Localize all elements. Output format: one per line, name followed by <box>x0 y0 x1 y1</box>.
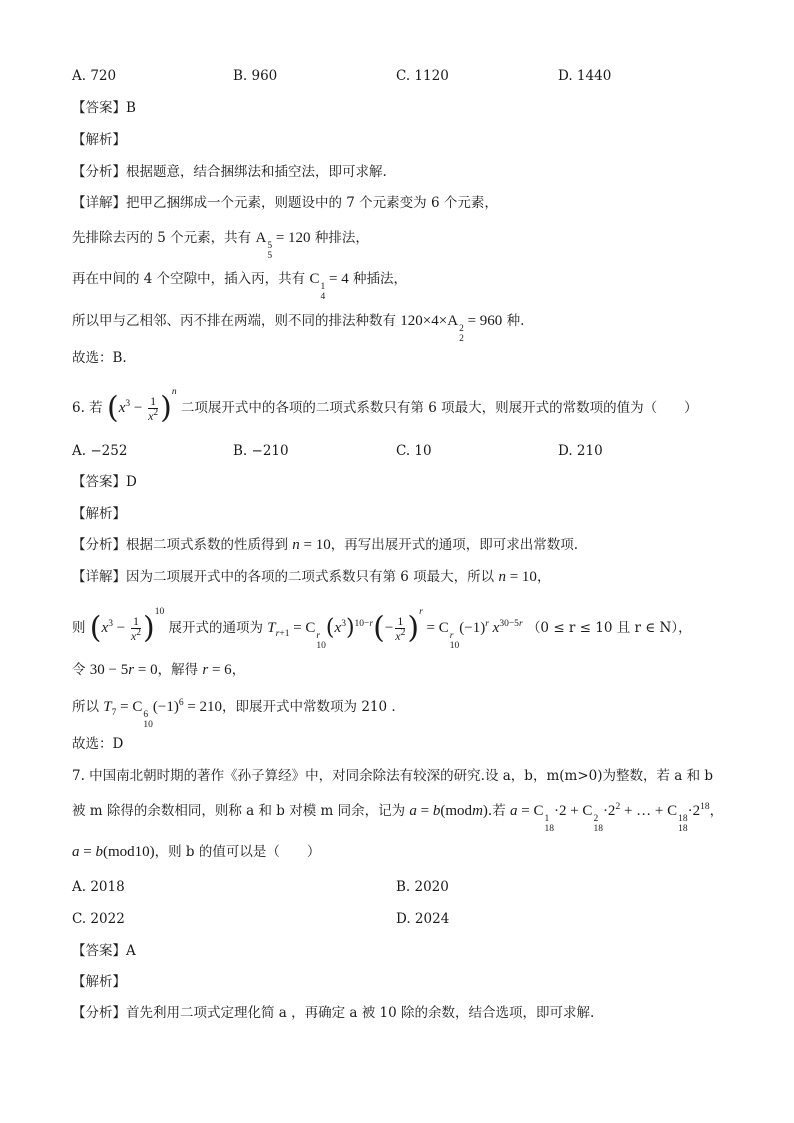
fenxi-suffix: ，再写出展开式的通项，即可求出常数项. <box>330 537 579 553</box>
formula-mod10: a = b(mod10) <box>72 844 155 860</box>
q7-fenxi <box>72 1003 594 1023</box>
q6-option-c: C. 10 <box>396 443 432 459</box>
formula-binomial10: ($x^3$ − $\frac{1}{x^2}$ )$^{10}$ <box>89 607 165 646</box>
q5-option-b: B. 960 <box>233 68 278 84</box>
q5-option-c: C. 1120 <box>396 68 449 84</box>
q6-binomial: ($x^3$ − $\frac{1}{x^2}$ )$^n$ <box>106 387 177 426</box>
gen-condition: （0 ≤ r ≤ 10 且 r ∈ N）， <box>526 620 692 636</box>
formula-n10: n = 10 <box>292 537 331 553</box>
q7-option-b: B. 2020 <box>396 879 449 895</box>
answer-value: B <box>126 100 136 116</box>
q6-analysis-tag: 【解析】 <box>72 506 126 522</box>
formula-a55: A 5 5 = 120 <box>255 230 311 261</box>
fenxi-text: 根据二项式系数的性质得到 <box>126 537 288 553</box>
answer-tag: 【答案】 <box>72 474 126 490</box>
xiangjie-tag: 【详解】 <box>72 569 126 585</box>
q7-line3-text: ，则 b 的值可以是（ ） <box>154 844 321 860</box>
q7-line2-mid: .若 <box>487 803 506 819</box>
q5-analysis-tag: 【解析】 <box>72 132 126 148</box>
formula-r6: r = 6 <box>202 662 232 678</box>
gen-mid: 展开式的通项为 <box>168 620 263 636</box>
q6-suoyi <box>72 697 396 730</box>
fenxi-tag: 【分析】 <box>72 164 126 180</box>
q6-xiangjie: 【详解】因为二项展开式中的各项的二项式系数只有第 6 项最大，所以 n = 10， <box>72 569 551 585</box>
q6-number: 6. 若 <box>72 400 103 416</box>
q6-ling: 令 30 − 5r = 0，解得 r = 6， <box>72 662 246 678</box>
q6-fenxi <box>72 535 578 555</box>
ling-prefix: 令 <box>72 662 86 678</box>
gen-prefix: 则 <box>72 620 86 636</box>
step1-text: 先排除去丙的 5 个元素，共有 <box>72 230 252 246</box>
step2-suffix: 种插法， <box>353 271 407 287</box>
q6-general-term <box>72 607 692 651</box>
fenxi-tag: 【分析】 <box>72 1005 126 1021</box>
q6-option-a: A. −252 <box>72 443 128 459</box>
formula-eq: 30 − 5r = 0 <box>89 662 158 678</box>
suoyi-prefix: 所以 <box>72 699 99 715</box>
fenxi-text: 首先利用二项式定理化简 a ，再确定 a 被 10 除的余数，结合选项，即可求解. <box>126 1005 595 1021</box>
q6-answer <box>72 472 137 492</box>
q5-answer <box>72 98 136 118</box>
xiangjie-tag: 【详解】 <box>72 195 126 211</box>
formula-c41: C 1 4 = 4 <box>309 271 349 302</box>
answer-tag: 【答案】 <box>72 943 126 959</box>
formula-t7: $T_7 = C$ 6 10 $(-1)^6 = 210$ <box>103 698 223 730</box>
answer-value: D <box>126 474 137 490</box>
q5-step3 <box>72 311 524 344</box>
q7-stem-line1: 7. 中国南北朝时期的著作《孙子算经》中，对同余除法有较深的研究.设 a，b，m(m>0)为整数，若 a 和 b <box>72 768 714 784</box>
fenxi-text: 根据题意，结合捆绑法和插空法，即可求解. <box>126 164 387 180</box>
q6-stem <box>72 387 698 426</box>
q6-option-d: D. 210 <box>558 443 603 459</box>
xiangjie-text: 因为二项展开式中的各项的二项式系数只有第 6 项最大，所以 <box>126 569 495 585</box>
q5-option-a: A. 720 <box>72 68 117 84</box>
q7-answer <box>72 941 136 961</box>
q7-option-c: C. 2022 <box>72 911 125 927</box>
q5-conclusion: 故选：B. <box>72 350 127 366</box>
formula-product: 120×4×A 2 2 = 960 <box>400 313 503 344</box>
step3-suffix: 种. <box>506 313 525 329</box>
q7-stem-line2: 被 m 除得的余数相同，则称 a 和 b 对模 m 同余，记为 a = b(modm).若 a = C 1 18 ·2 + C 2 18 $\cdot 2^2$ + … + C 18 18 $\cdot 2^{18}$， <box>72 802 724 834</box>
step1-suffix: 种排法， <box>314 230 369 246</box>
q6-conclusion: 故选：D <box>72 736 124 752</box>
answer-value: A <box>126 943 136 959</box>
q5-fenxi <box>72 162 387 182</box>
q6-stem-text: 二项展开式中的各项的二项式系数只有第 6 项最大，则展开式的常数项的值为（ ） <box>180 400 698 416</box>
step2-text: 再在中间的 4 个空隙中，插入丙，共有 <box>72 271 306 287</box>
fenxi-tag: 【分析】 <box>72 537 126 553</box>
ling-mid: ，解得 <box>157 662 199 678</box>
formula-sum: a = C 1 18 ·2 + C 2 18 $\cdot 2^2$ + … + C 18 18 $\cdot 2^{18}$ <box>510 802 710 834</box>
q7-option-a: A. 2018 <box>72 879 125 895</box>
suoyi-suffix: ，即展开式中常数项为 210 . <box>222 699 396 715</box>
step3-text: 所以甲与乙相邻、丙不排在两端，则不同的排法种数有 <box>72 313 396 329</box>
formula-general-term: $T_{r+1} = C$ r 10 $(x^3)^{10-r}(-$ $\frac{1}{x^2}$ )$^r$ = C r 10 $(-1)^r$ $x^{30-5r}$ <box>267 607 523 651</box>
q7-line2-text: 被 m 除得的余数相同，则称 a 和 b 对模 m 同余，记为 <box>72 803 406 819</box>
q5-option-d: D. 1440 <box>558 68 612 84</box>
q7-analysis-tag: 【解析】 <box>72 974 126 990</box>
q7-stem-line3 <box>72 842 320 862</box>
q5-step1 <box>72 228 369 261</box>
q5-step2 <box>72 269 407 302</box>
q7-option-d: D. 2024 <box>396 911 450 927</box>
formula-congruence: a = b(modm) <box>409 803 488 819</box>
xiangjie-text: 把甲乙捆绑成一个元素，则题设中的 7 个元素变为 6 个元素， <box>126 195 498 211</box>
formula-n10-b: n = 10 <box>498 569 537 585</box>
answer-tag: 【答案】 <box>72 100 126 116</box>
q6-option-b: B. −210 <box>233 443 289 459</box>
q5-xiangjie <box>72 193 498 213</box>
